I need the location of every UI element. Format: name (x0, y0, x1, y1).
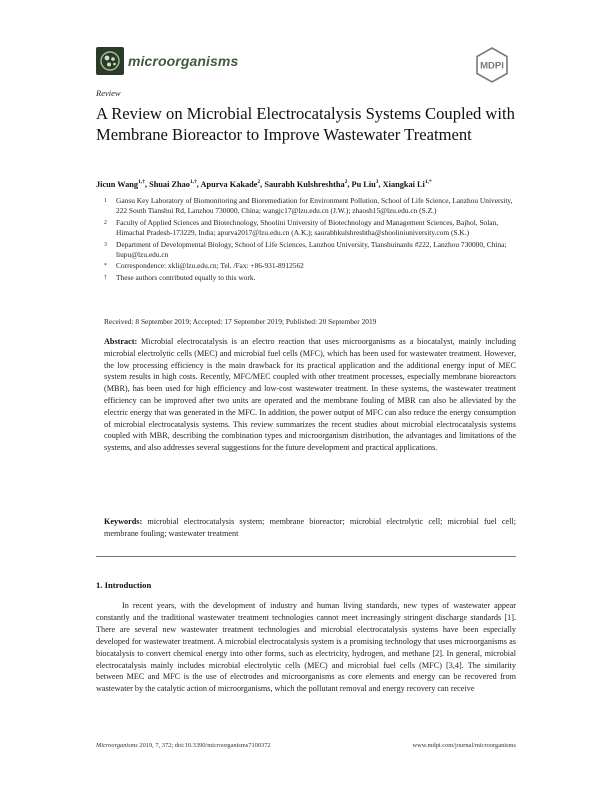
abstract-text: Microbial electrocatalysis is an electro reaction that uses microorganisms as a biocatalyst, mainly including microbial electrolytic cells (MEC) and microbial fuel cells (MFC), which has been used for wastewater treatment. However, the low processing efficiency is the main drawback for its practical application and the additional energy input of MEC system results in high costs. Recently, MFC/MEC coupled with other treatment processes, especially membrane bioreactors (MBR), has been used for high efficiency and low-cost wastewater treatment. In these systems, the wastewater treatment efficiency can be improved after two units are operated and the membrane fouling of MBR can also be alleviated by the electric energy that was generated in the MFC. In addition, the power output of MFC can also reduce the energy consumption of microbial electrocatalysis systems. This review summarizes the recent studies about microbial electrocatalysis systems coupled with MBR, describing the combination types and microorganism distribution, the advantages and limitations of the systems, and also addresses several suggestions for the future development and practical applications. (104, 337, 516, 453)
section-heading-introduction: 1. Introduction (96, 580, 152, 590)
affiliation-mark: * (104, 263, 107, 270)
abstract (104, 336, 516, 454)
author-affiliation-marks: 2 (257, 179, 261, 185)
keywords-label: Keywords: (104, 517, 143, 526)
author-affiliation-marks: 1,† (138, 179, 145, 185)
article-title: A Review on Microbial Electrocatalysis Systems Coupled with Membrane Bioreactor to Improve Wastewater Treatment (96, 104, 515, 144)
author-affiliation-marks: 1,† (189, 179, 197, 185)
article-type: Review (96, 88, 121, 98)
footer-journal: Microorganisms (96, 742, 138, 749)
introduction-paragraph: In recent years, with the development of industry and human living standards, new types of wastewater appear constantly and the traditional wastewater treatment technologies cannot meet increasingly stringent discharge standards [1]. There are several new wastewater treatment technologies and microbial electrocatalysis systems have been especially developed for wastewater treatment. A microbial electrocatalysis system is a promising technology that uses microorganisms as biocatalysis to convert chemical energy into other forms, such as electricity, hydrogen, and methane [2]. In general, microbial electrocatalysis mainly includes microbial electrolytic cells (MEC) and microbial fuel cells (MFC) [3,4]. The similarity between MEC and MFC is the use of electrodes and microorganisms as core elements and energy can be recovered from wastewater by the catalytic action of microorganisms, which the pollutant removal and energy recovery can receive (96, 601, 516, 694)
author-separator: , (196, 179, 201, 189)
journal-name: microorganisms (128, 53, 239, 69)
author-affiliation-marks: 1,* (424, 179, 432, 185)
affiliation-mark: 1 (104, 198, 107, 204)
affiliation-item (104, 196, 516, 217)
author-affiliation-marks: 3 (375, 179, 379, 185)
affiliation-text: Correspondence: xkli@lzu.edu.cn; Tel. /Fax: +86-931-8912562 (116, 261, 304, 271)
footer-citation (96, 742, 271, 749)
author-name[interactable]: Pu Liu (351, 179, 376, 189)
affiliation-item (104, 273, 516, 283)
affiliation-text: Department of Developmental Biology, School of Life Sciences, Lanzhou University, Tianshuinanlu #222, Lanzhou 730000, China; liupu@lzu.edu.cn (116, 239, 507, 260)
affiliation-list (104, 196, 516, 284)
author-name[interactable]: Xiangkai Li (382, 179, 425, 189)
section-divider (96, 556, 516, 557)
page-header (96, 47, 516, 87)
keywords (104, 516, 516, 540)
author-separator: , (347, 179, 352, 189)
journal-logo-icon (96, 47, 124, 75)
mdpi-logo-text: MDPI (480, 60, 504, 72)
author-name[interactable]: Jicun Wang (96, 179, 139, 189)
author-name[interactable]: Apurva Kakade (200, 179, 258, 189)
affiliation-mark: † (104, 274, 107, 281)
author-affiliation-marks: 2 (344, 179, 348, 185)
author-name[interactable]: Shuai Zhao (149, 179, 190, 189)
author-separator: , (378, 179, 383, 189)
author-separator: , (144, 179, 150, 189)
author-name[interactable]: Saurabh Kulshreshtha (264, 179, 345, 189)
affiliation-text: Faculty of Applied Sciences and Biotechnology, Shoolini University of Biotechnology and Management Sciences, Bajhol, Solan, Himachal Pradesh-173229, India; apurva2017@lzu.edu.cn (A.K.); saurabhkulshreshtha@shooliniuniversity.com (S.K.) (116, 217, 499, 238)
footer-citation-text: 2019, 7, 372; doi:10.3390/microorganisms7100372 (137, 742, 271, 749)
affiliation-mark: 2 (104, 219, 107, 226)
affiliation-text: These authors contributed equally to this work. (116, 272, 256, 282)
footer-journal-link[interactable]: www.mdpi.com/journal/microorganisms (412, 742, 516, 749)
affiliation-item (104, 218, 516, 239)
author-separator: , (260, 179, 265, 189)
affiliation-item (104, 261, 516, 271)
keywords-text: microbial electrocatalysis system; membrane bioreactor; microbial electrolytic cell; microbial fuel cell; membrane fouling; wastewater treatment (104, 517, 516, 538)
affiliation-text: Gansu Key Laboratory of Biomonitoring and Bioremediation for Environment Pollution, School of Life Science, Lanzhou University, 222 South Tianshui Rd, Lanzhou 730000, China; wangjc17@lzu.edu.cn (J.W.); zhaosh15@lzu.edu.cn (S.Z.) (116, 196, 513, 216)
publication-dates: Received: 8 September 2019; Accepted: 17 September 2019; Published: 20 September 2019 (104, 317, 377, 326)
affiliation-item (104, 240, 516, 261)
mdpi-logo-icon (474, 47, 510, 83)
author-list (96, 179, 516, 189)
affiliation-mark: 3 (104, 241, 107, 248)
abstract-label: Abstract: (104, 337, 138, 346)
